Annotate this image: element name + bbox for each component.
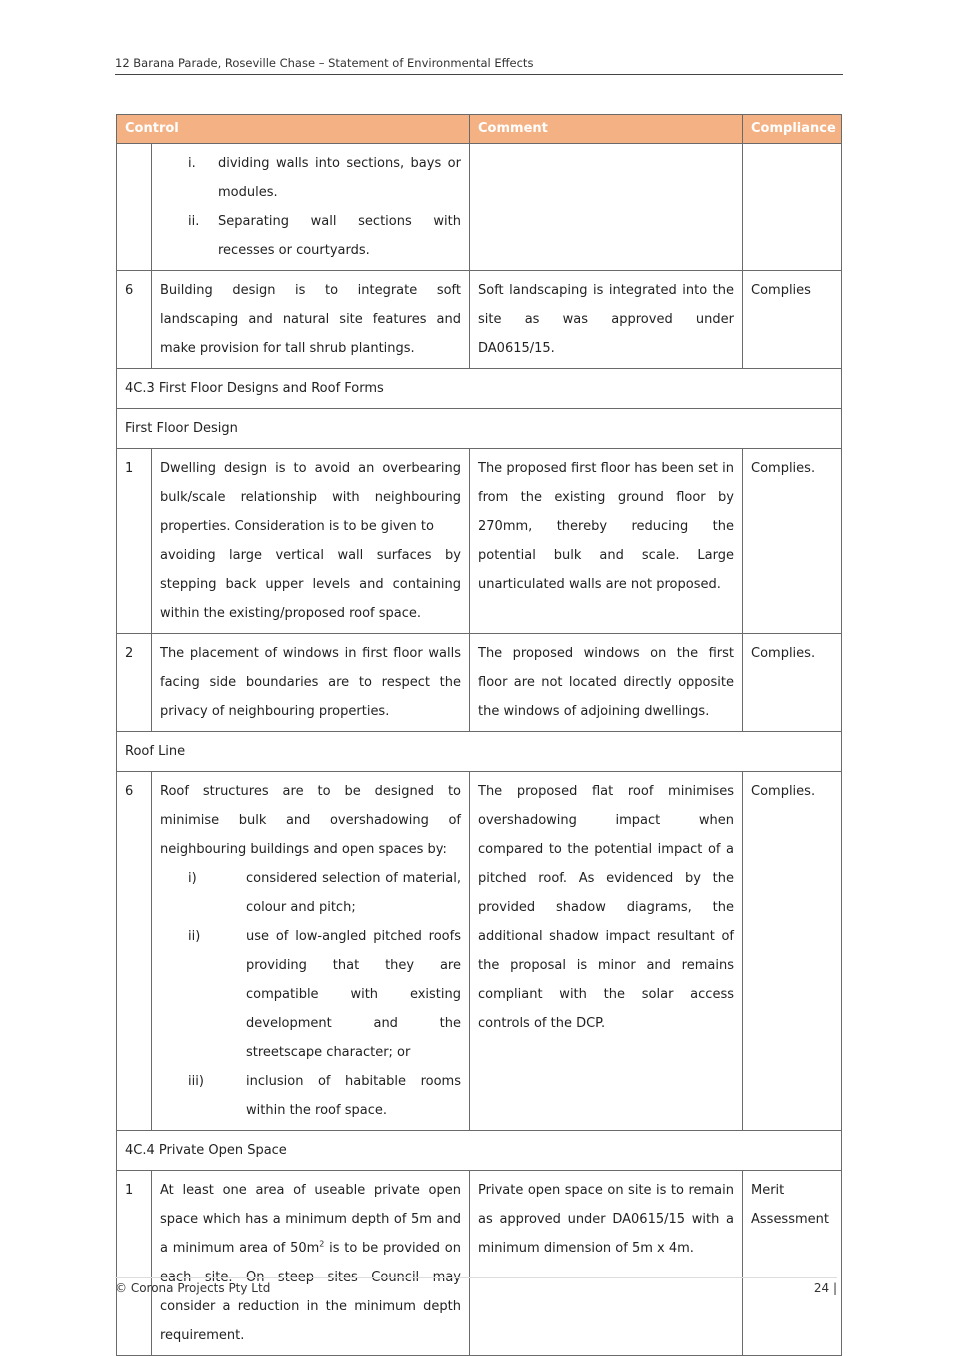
list-text: considered selection of material, colour and pitch; [246,871,461,915]
row-number: 6 [117,772,152,1131]
control-text-part: Dwelling design is to avoid an overbearing bulk/scale relationship with neighbouring properties. Consideration is to be given to [160,461,461,534]
subsection-row [117,409,842,449]
control-text: Roof structures are to be designed to minimise bulk and overshadowing of neighbouring buildings and open spaces by: [160,784,461,857]
list-item [160,1067,461,1125]
compliance-cell [743,144,842,271]
row-number [117,144,152,271]
comment-cell: The proposed windows on the first floor are not located directly opposite the windows of adjoining dwellings. [470,634,743,732]
control-cell [152,144,470,271]
col-header-comment: Comment [470,115,743,144]
subsection-row [117,732,842,772]
compliance-cell: Complies. [743,634,842,732]
control-cell [152,1171,470,1356]
control-text-part: is to be provided on each site. On steep sites Council may consider a reduction in the minimum depth requirement. [160,1241,461,1343]
control-cell [152,772,470,1131]
row-number: 6 [117,271,152,369]
list-text: dividing walls into sections, bays or modules. [218,156,461,200]
controls-table [116,114,842,1356]
col-header-control: Control [117,115,470,144]
list-text: use of low-angled pitched roofs providing that they are compatible with existing development and the streetscape character; or [246,929,461,1060]
section-heading: 4C.4 Private Open Space [117,1131,842,1171]
comment-cell: The proposed first floor has been set in from the existing ground floor by 270mm, thereby reducing the potential bulk and scale. Large unarticulated walls are not proposed. [470,449,743,634]
compliance-cell: Complies. [743,449,842,634]
table-row [117,449,842,634]
table-row [117,144,842,271]
table-header-row [117,115,842,144]
list-item [160,864,461,922]
copyright-text: © Corona Projects Pty Ltd [115,1281,271,1295]
compliance-cell: Complies [743,271,842,369]
table-row [117,1171,842,1356]
table-row [117,772,842,1131]
list-text: Separating wall sections with recesses or courtyards. [218,214,461,258]
row-number: 1 [117,1171,152,1356]
list-item [160,207,461,265]
control-cell: Building design is to integrate soft landscaping and natural site features and make provision for tall shrub plantings. [152,271,470,369]
section-row [117,1131,842,1171]
control-text-part: avoiding large vertical wall surfaces by stepping back upper levels and containing within the existing/proposed roof space. [160,548,461,621]
list-marker: iii) [188,1074,204,1089]
comment-cell: Soft landscaping is integrated into the site as was approved under DA0615/15. [470,271,743,369]
compliance-cell: Complies. [743,772,842,1131]
list-marker: ii) [188,929,201,944]
page-footer [115,1277,837,1295]
row-number: 2 [117,634,152,732]
comment-cell: The proposed flat roof minimises overshadowing impact when compared to the potential impact of a pitched roof. As evidenced by the provided shadow diagrams, the additional shadow impact resultant of the proposal is minor and remains compliant with the solar access controls of the DCP. [470,772,743,1131]
row-number: 1 [117,449,152,634]
list-item [160,149,461,207]
subsection-heading: Roof Line [117,732,842,772]
compliance-cell: Merit Assessment [743,1171,842,1356]
subsection-heading: First Floor Design [117,409,842,449]
col-header-compliance: Compliance [743,115,842,144]
page-number: 24 | [813,1281,837,1295]
list-marker: i) [188,871,197,886]
list-text: inclusion of habitable rooms within the roof space. [246,1074,461,1118]
table-row [117,634,842,732]
control-text-part: At least one area of useable private open space which has a minimum depth of 5m and a minimum area of 50m [160,1183,461,1256]
list-item [160,922,461,1067]
running-header: 12 Barana Parade, Roseville Chase – Statement of Environmental Effects [115,56,843,75]
section-heading: 4C.3 First Floor Designs and Roof Forms [117,369,842,409]
control-cell [152,449,470,634]
superscript: 2 [319,1239,325,1249]
table-row [117,271,842,369]
list-marker: i. [188,156,196,171]
control-cell: The placement of windows in first floor walls facing side boundaries are to respect the privacy of neighbouring properties. [152,634,470,732]
comment-cell: Private open space on site is to remain as approved under DA0615/15 with a minimum dimension of 5m x 4m. [470,1171,743,1356]
comment-cell [470,144,743,271]
list-marker: ii. [188,214,200,229]
section-row [117,369,842,409]
